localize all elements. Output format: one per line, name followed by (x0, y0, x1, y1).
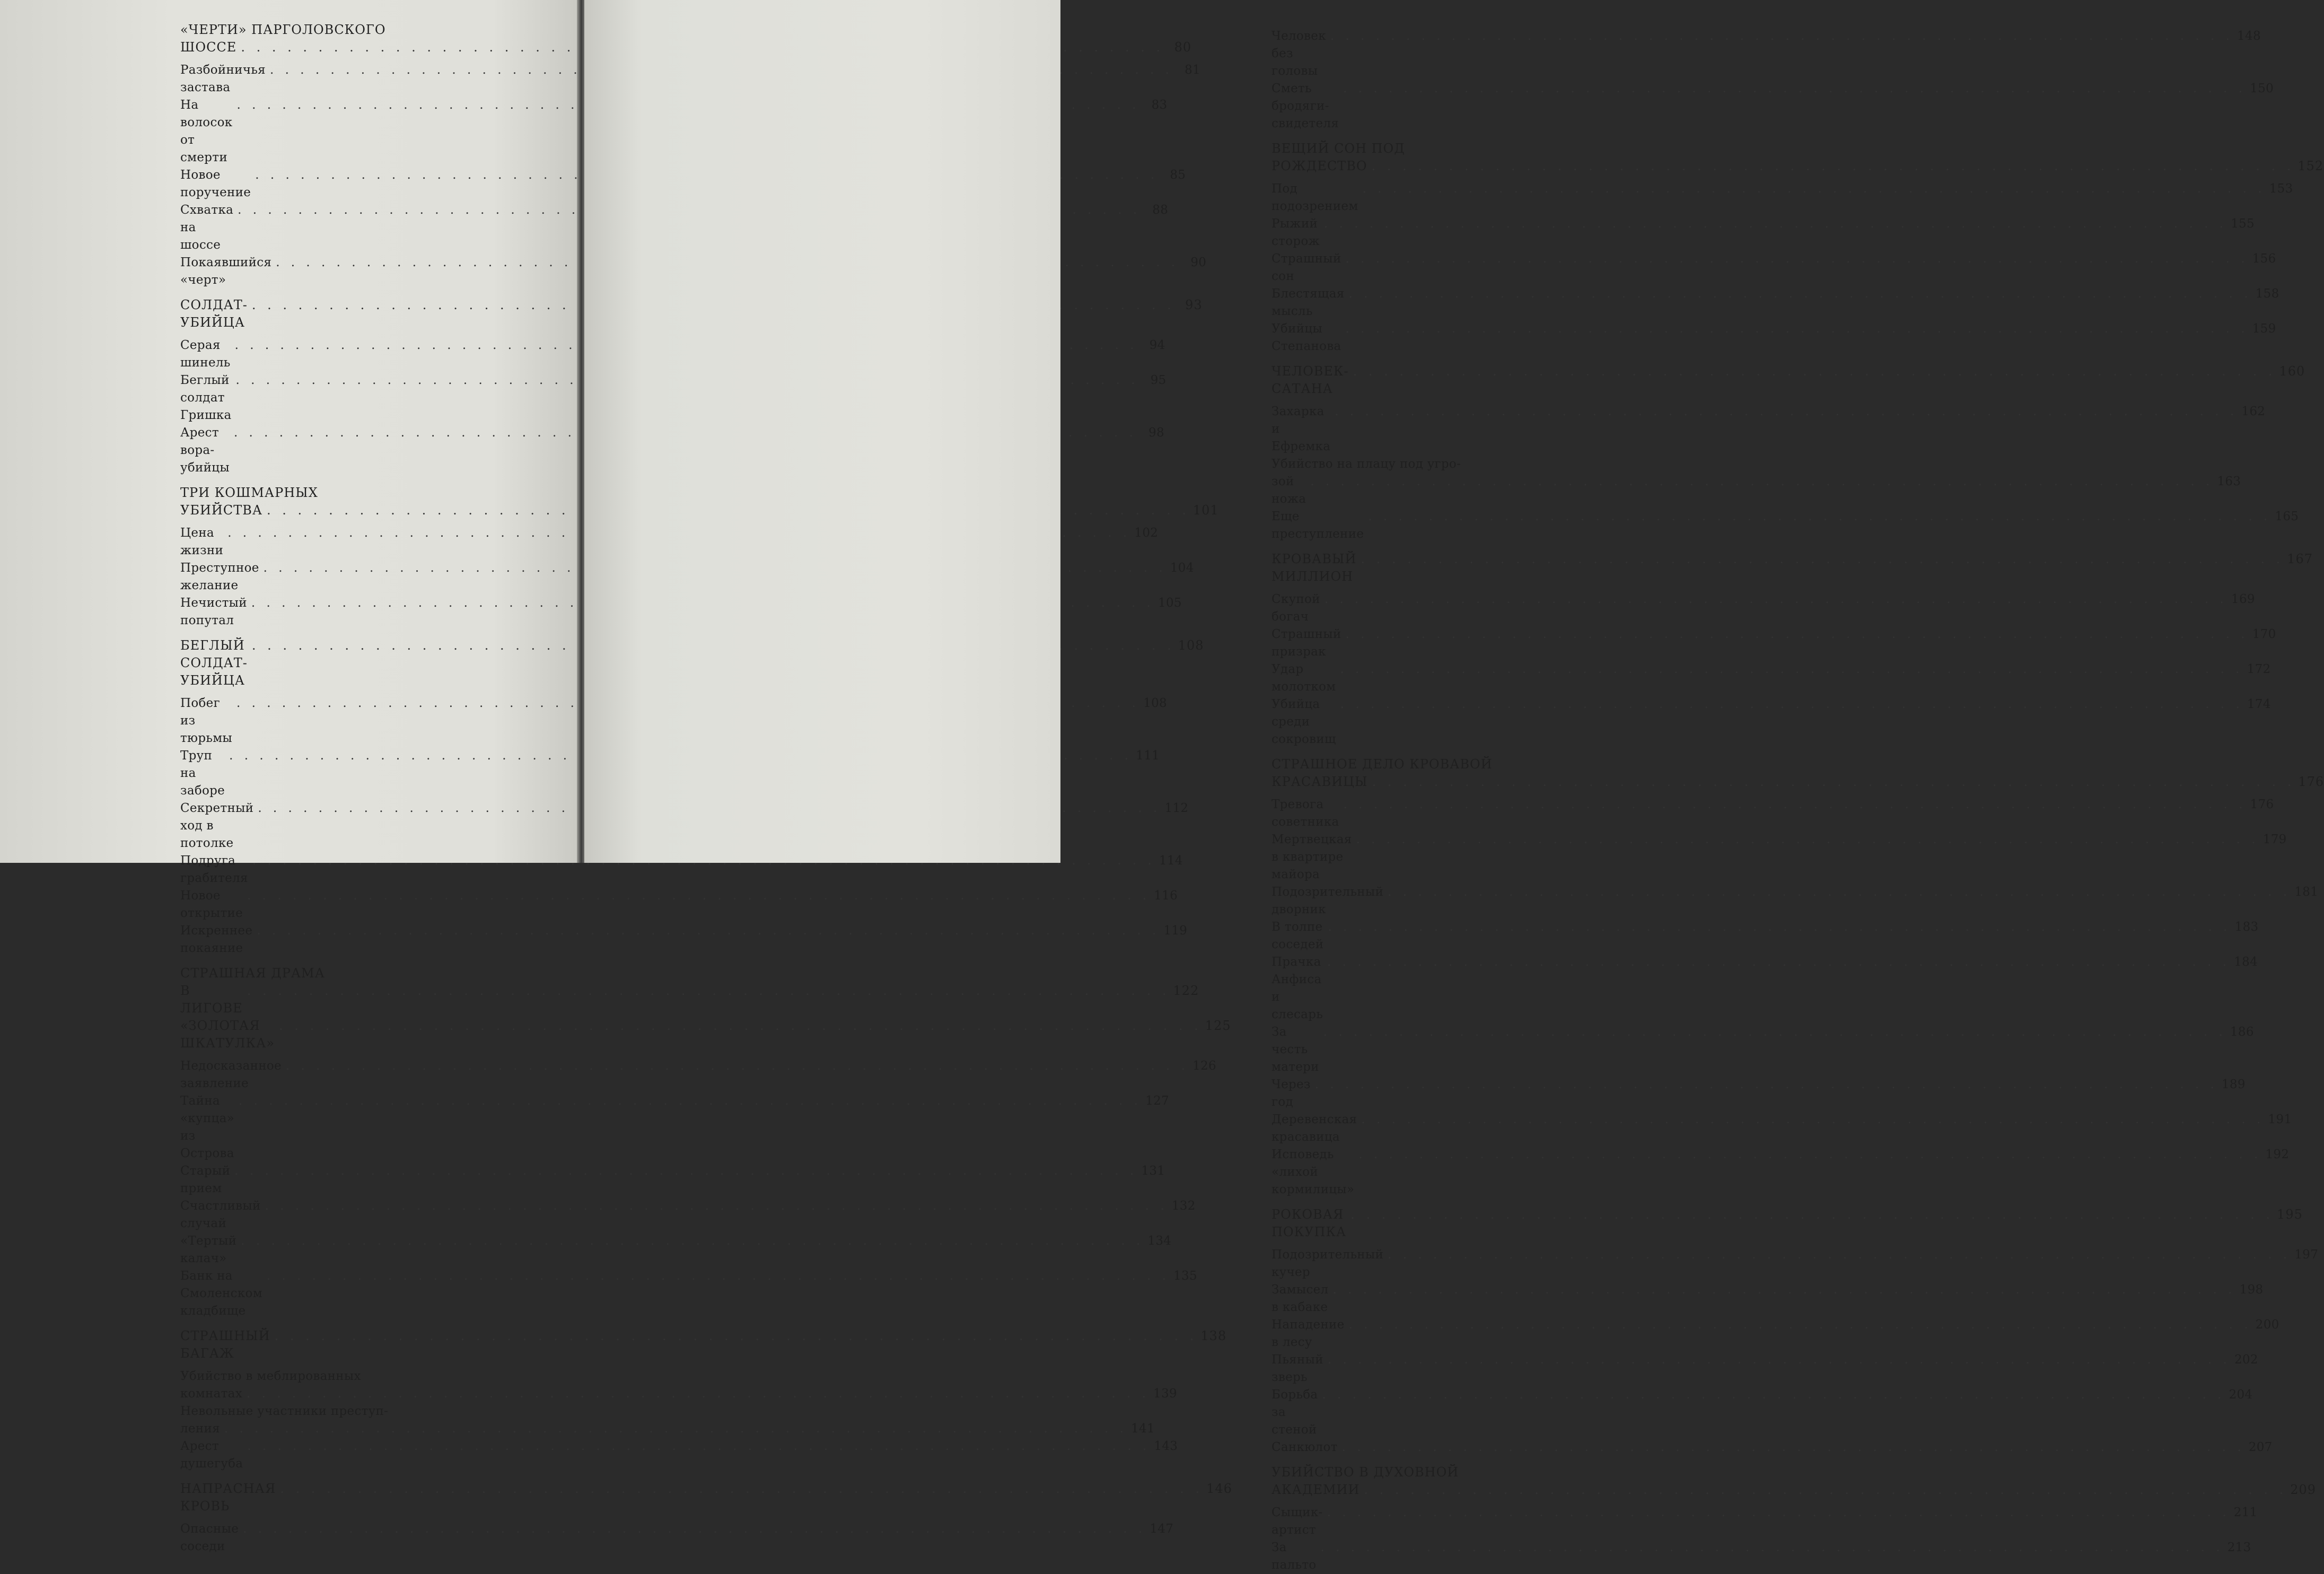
toc-page-number: 122 (1173, 983, 1199, 998)
toc-entry-title: Замысел в кабаке (1271, 1283, 1333, 1314)
dot-leader (1343, 796, 2246, 814)
toc-page-number: 134 (1147, 1234, 1172, 1248)
toc-page-number: 108 (1143, 696, 1167, 710)
toc-entry-title: Санкюлот (1271, 1440, 1338, 1454)
toc-entry-title: Новое открытие (180, 889, 243, 920)
toc-entry-title: В ЛИГОВЕ (180, 983, 243, 1016)
toc-page-number: 132 (1171, 1199, 1196, 1213)
toc-entry-title: Страшный призрак (1271, 627, 1346, 659)
dot-leader (275, 1327, 1198, 1345)
toc-entry-title: Арест душегуба (180, 1439, 243, 1471)
toc-entry-title: СТРАШНЫЙ БАГАЖ (180, 1328, 275, 1361)
toc-section (1271, 1281, 2264, 1316)
toc-page-number: 126 (1192, 1059, 1216, 1073)
toc-section (1271, 1024, 2254, 1076)
dot-leader (1328, 1351, 2231, 1369)
toc-chapter (180, 1327, 1227, 1362)
toc-section (1271, 456, 1537, 473)
toc-entry-title: «Тертый калач» (180, 1234, 241, 1265)
toc-section (1271, 954, 2258, 1024)
toc-entry-title: Подозрительный дворник (1271, 885, 1388, 916)
toc-section (1271, 919, 2259, 954)
toc-entry-title: Схватка на шоссе (180, 203, 238, 252)
dot-leader (286, 1057, 1189, 1075)
dot-leader (234, 1162, 1137, 1180)
toc-entry-title: На волосок от смерти (180, 98, 237, 164)
toc-page-number: 191 (2268, 1113, 2292, 1126)
toc-section (180, 747, 1160, 800)
toc-entry-title: Нечистый попутал (180, 596, 251, 627)
toc-entry-title: СТРАШНАЯ ДРАМА (180, 966, 325, 981)
dot-leader (1349, 1316, 2252, 1334)
toc-entry-title: За честь матери (1271, 1025, 1319, 1074)
toc-page-number: 195 (2277, 1207, 2303, 1222)
dot-leader (1346, 320, 2249, 338)
toc-section (1271, 661, 2271, 696)
toc-page-number: 83 (1151, 98, 1168, 112)
toc-entry-title: Убийство в меблированных (180, 1369, 361, 1383)
dot-leader (1364, 1481, 2287, 1499)
toc-section (1271, 1439, 2273, 1456)
toc-section (1271, 215, 2255, 250)
toc-entry-title: Банк на Смоленском кладбище (180, 1269, 267, 1318)
toc-chapter (1271, 550, 2313, 585)
toc-entry-title: Сыщик-артист (1271, 1506, 1323, 1537)
dot-leader (1323, 1024, 2226, 1041)
toc-page-number: 200 (2255, 1318, 2279, 1332)
toc-entry-title: Беглый солдат Гришка (180, 373, 234, 422)
dot-leader (247, 982, 1170, 1000)
toc-section (180, 1368, 445, 1385)
toc-page-number: 197 (2294, 1248, 2319, 1262)
toc-entry-title: Рыжий сторож (1271, 217, 1322, 248)
dot-leader (1349, 285, 2252, 303)
toc-entry-title: Мертвецкая в квартире майора (1271, 833, 1356, 881)
toc-entry-title: Покаявшийся «черт» (180, 256, 276, 287)
toc-page-number: 141 (1131, 1422, 1155, 1436)
dot-leader (1388, 1246, 2291, 1264)
toc-page-number: 101 (1192, 503, 1219, 518)
toc-page-number: 147 (1150, 1522, 1174, 1536)
toc-page-number: 139 (1153, 1387, 1177, 1401)
dot-leader (1332, 1281, 2235, 1299)
toc-page-number: 148 (2237, 29, 2261, 43)
toc-entry-title: Побег из тюрьмы (180, 696, 232, 745)
toc-section (1271, 1386, 2253, 1439)
toc-entry-title: УБИЙСТВО В ДУХОВНОЙ (1271, 1465, 1459, 1480)
toc-page-number: 169 (2231, 592, 2255, 606)
toc-entry-title: Прачка Анфиса и слесарь (1271, 955, 1326, 1021)
toc-page-number: 81 (1185, 63, 1200, 77)
toc-chapter (1271, 158, 2324, 175)
toc-page-number: 165 (2275, 510, 2299, 523)
toc-entry-title: ления (180, 1422, 220, 1436)
toc-section (180, 337, 1165, 372)
toc-section (1271, 80, 2274, 133)
toc-page-number: 119 (1163, 924, 1188, 938)
toc-entry-title: В толпе соседей (1271, 920, 1327, 951)
dot-leader (1327, 1504, 2230, 1521)
toc-chapter (1271, 756, 1537, 773)
toc-page-number: 159 (2252, 322, 2276, 336)
toc-entry-title: НАПРАСНАЯ КРОВЬ (180, 1481, 280, 1514)
toc-entry-title: Убийца среди сокровищ (1271, 697, 1336, 746)
dot-leader (279, 1017, 1202, 1035)
toc-section (180, 800, 1189, 852)
toc-section (180, 524, 1159, 559)
toc-entry-title: Под подозрением (1271, 182, 1358, 213)
dot-leader (247, 1438, 1150, 1455)
toc-section (180, 1267, 1197, 1320)
toc-section (180, 254, 1207, 289)
toc-page-number: 202 (2234, 1353, 2258, 1367)
toc-section (1271, 28, 2261, 80)
toc-entry-title: СТРАШНОЕ ДЕЛО КРОВАВОЙ (1271, 757, 1493, 772)
toc-chapter (180, 484, 445, 502)
toc-entry-title: Подозрительный кучер (1271, 1248, 1388, 1279)
toc-entry-title: «ЗОЛОТАЯ ШКАТУЛКА» (180, 1018, 275, 1051)
toc-entry-title: Искреннее покаяние (180, 924, 257, 955)
dot-leader (1372, 158, 2295, 175)
toc-page-number: 183 (2234, 920, 2259, 934)
toc-page-number: 127 (1145, 1094, 1169, 1108)
toc-entry-title: Подруга грабителя (180, 854, 248, 885)
toc-section (180, 1197, 1196, 1232)
toc-section (180, 1232, 1172, 1267)
toc-entry-title: Человек без головы (1271, 29, 1330, 78)
toc-page-number: 172 (2247, 662, 2271, 676)
toc-section (1271, 1146, 2290, 1199)
dot-leader (1363, 180, 2266, 198)
toc-entry-title: Опасные соседи (180, 1522, 243, 1553)
dot-leader (1346, 250, 2249, 268)
toc-page-number: 152 (2297, 159, 2324, 173)
toc-entry-title: Страшный сон (1271, 252, 1346, 283)
toc-section (1271, 626, 2276, 661)
toc-entry-title: Секретный ход в потолке (180, 801, 258, 850)
toc-page-number: 90 (1190, 256, 1207, 269)
toc-entry-title: УБИЙСТВА (180, 503, 263, 518)
dot-leader (1322, 1386, 2225, 1404)
dot-leader (247, 1385, 1150, 1403)
dot-leader (243, 1520, 1146, 1538)
toc-page-number: 153 (2269, 182, 2293, 196)
toc-entry-title: ШОССЕ (180, 40, 237, 55)
toc-page-number: 143 (1154, 1439, 1178, 1453)
toc-section (1271, 884, 2319, 919)
toc-right (1271, 28, 2324, 1574)
toc-chapter (180, 637, 1204, 689)
toc-page-number: 204 (2229, 1388, 2253, 1402)
dot-leader (1340, 696, 2243, 713)
toc-entry-title: Цена жизни (180, 526, 224, 557)
toc-section (1271, 1316, 2279, 1351)
toc-section (1271, 320, 2276, 355)
toc-chapter (1271, 1481, 2317, 1499)
toc-entry-title: АКАДЕМИИ (1271, 1482, 1360, 1497)
toc-section (180, 1057, 1216, 1092)
toc-entry-title: КРАСАВИЦЫ (1271, 774, 1368, 789)
toc-chapter (180, 965, 445, 982)
toc-entry-title: комнатах (180, 1387, 242, 1401)
dot-leader (1330, 28, 2233, 45)
toc-page-number: 105 (1158, 596, 1182, 610)
toc-entry-title: Борьба за стеной (1271, 1388, 1322, 1437)
toc-page-number: 184 (2234, 955, 2258, 969)
toc-chapter (180, 1017, 1231, 1052)
toc-entry-title: Труп на заборе (180, 749, 225, 798)
dot-leader (1368, 508, 2271, 526)
toc-entry-title: Счастливый случай (180, 1199, 265, 1230)
toc-chapter (180, 982, 1199, 1017)
dot-leader (1321, 1539, 2224, 1556)
toc-entry-title: Тревога советника (1271, 798, 1339, 829)
toc-entry-title: зой ножа (1271, 475, 1306, 506)
dot-leader (1328, 919, 2231, 936)
toc-section (1271, 1076, 2246, 1111)
dot-leader (1350, 1206, 2274, 1223)
toc-chapter (1271, 363, 2305, 398)
toc-page-number: 135 (1173, 1269, 1197, 1283)
toc-entry-title: Серая шинель (180, 338, 231, 370)
toc-page-number: 95 (1150, 373, 1167, 387)
toc-entry-title: СОЛДАТ-УБИЙЦА (180, 298, 248, 330)
toc-chapter (1271, 773, 2324, 791)
toc-entry-title: Новое поручение (180, 168, 251, 199)
toc-page-number: 104 (1170, 561, 1194, 575)
toc-page-number: 150 (2250, 82, 2274, 95)
toc-chapter (180, 39, 1192, 56)
toc-entry-title: Недосказанное заявление (180, 1059, 286, 1090)
dot-leader (1343, 80, 2246, 98)
toc-left (180, 21, 1232, 1555)
toc-section (180, 1092, 1169, 1162)
dot-leader (1361, 1111, 2264, 1129)
dot-leader (1353, 363, 2276, 380)
toc-entry-title: Еще преступление (1271, 510, 1364, 541)
toc-entry-title: РОКОВАЯ ПОКУПКА (1271, 1207, 1348, 1239)
toc-entry-title: За пальто (1271, 1541, 1317, 1572)
toc-entry-title: Деревенская красавица (1271, 1113, 1361, 1144)
toc-entry-title: Исповедь «лихой кормилицы» (1271, 1148, 1355, 1196)
toc-page-number: 198 (2239, 1283, 2264, 1297)
toc-chapter (180, 296, 1203, 331)
toc-page-number: 114 (1159, 854, 1183, 868)
dot-leader (1342, 1439, 2245, 1456)
toc-page-number: 125 (1205, 1018, 1231, 1033)
toc-entry-title: Скупой богач (1271, 592, 1325, 624)
toc-section (1271, 1351, 2258, 1386)
toc-entry-title: Старый прием (180, 1164, 234, 1195)
dot-leader (224, 1420, 1127, 1438)
toc-page-number: 213 (2227, 1541, 2251, 1554)
dot-leader (280, 1480, 1203, 1498)
dot-leader (239, 1092, 1142, 1110)
toc-chapter (180, 21, 445, 39)
toc-section (180, 1162, 1165, 1197)
toc-entry-title: Арест вора-убийцы (180, 426, 230, 475)
toc-section (1271, 831, 2287, 884)
toc-chapter (1271, 1464, 1537, 1481)
dot-leader (1388, 884, 2291, 901)
toc-section (1271, 1539, 2251, 1574)
toc-page-number: 116 (1154, 889, 1178, 903)
toc-page-number: 88 (1152, 203, 1169, 217)
toc-page-number: 207 (2248, 1440, 2273, 1454)
toc-page-number: 111 (1136, 749, 1160, 763)
toc-section (180, 372, 1167, 424)
toc-page-number: 160 (2279, 364, 2305, 379)
toc-page-number: 209 (2290, 1482, 2317, 1497)
dot-leader (1358, 1146, 2261, 1164)
toc-chapter (180, 1480, 1232, 1515)
dot-leader (1340, 661, 2243, 678)
toc-entry-title: «ЧЕРТИ» ПАРГОЛОВСКОГО (180, 22, 386, 37)
toc-entry-title: Удар молотком (1271, 662, 1336, 694)
toc-section (1271, 796, 2274, 831)
toc-entry-title: Тайна «купца» из Острова (180, 1094, 239, 1160)
dot-leader (247, 887, 1150, 905)
toc-page-number: 102 (1134, 526, 1159, 540)
toc-section (180, 852, 1183, 887)
dot-leader (241, 1232, 1144, 1250)
dot-leader (1324, 215, 2227, 233)
toc-entry-title: Разбойничья застава (180, 63, 270, 94)
toc-entry-title: РОЖДЕСТВО (1271, 159, 1367, 173)
dot-leader (1372, 773, 2295, 791)
toc-section (1271, 1111, 2292, 1146)
toc-page-number: 131 (1141, 1164, 1165, 1178)
toc-section (180, 1420, 1155, 1438)
toc-page-number: 108 (1178, 638, 1204, 653)
toc-chapter (180, 502, 1219, 519)
toc-entry-title: Блестящая мысль (1271, 287, 1349, 318)
dot-leader (265, 1197, 1168, 1215)
dot-leader (1361, 550, 2284, 568)
toc-page-number: 189 (2221, 1078, 2246, 1091)
toc-entry-title: ТРИ КОШМАРНЫХ (180, 485, 318, 500)
toc-section (180, 167, 1186, 202)
toc-entry-title: Убийцы Степанова (1271, 322, 1341, 353)
toc-entry-title: Невольные участники преступ- (180, 1404, 389, 1418)
dot-leader (1325, 591, 2227, 608)
toc-page-number: 211 (2233, 1506, 2258, 1519)
toc-page-number: 112 (1164, 801, 1189, 815)
toc-section (180, 887, 1178, 922)
dot-leader (1346, 626, 2249, 643)
toc-entry-title: БЕГЛЫЙ СОЛДАТ-УБИЙЦА (180, 638, 250, 688)
toc-entry-title: ЧЕЛОВЕК-САТАНА (1271, 364, 1349, 396)
toc-page-number: 186 (2230, 1025, 2254, 1039)
toc-page-number: 176 (2250, 798, 2274, 811)
toc-section (1271, 696, 2271, 748)
toc-page-number: 94 (1149, 338, 1165, 352)
toc-page-number: 155 (2231, 217, 2255, 231)
toc-chapter (1271, 140, 1537, 158)
toc-page-number: 93 (1185, 298, 1203, 312)
toc-section (1271, 250, 2276, 285)
toc-page-number: 162 (2241, 405, 2266, 418)
toc-entry-title: Через год (1271, 1078, 1315, 1109)
toc-section (180, 202, 1169, 254)
toc-section (1271, 285, 2279, 320)
toc-section (180, 1385, 1177, 1403)
toc-entry-title: Пьяный зверь (1271, 1353, 1328, 1384)
toc-page-number: 179 (2262, 833, 2287, 846)
toc-page-number: 156 (2252, 252, 2276, 266)
dot-leader (1315, 1076, 2218, 1094)
toc-section (1271, 1504, 2258, 1539)
toc-entry-title: ВЕЩИЙ СОН ПОД (1271, 141, 1405, 156)
toc-page-number: 176 (2298, 774, 2324, 789)
dot-leader (267, 1267, 1170, 1285)
toc-section (180, 62, 1200, 97)
toc-section (180, 594, 1182, 629)
toc-entry-title: Захарка и Ефремка (1271, 405, 1331, 453)
toc-entry-title: КРОВАВЫЙ МИЛЛИОН (1271, 552, 1362, 584)
toc-section (1271, 403, 2266, 456)
toc-page-number: 163 (2217, 475, 2241, 488)
toc-entry-title: Сметь бродяги-свидетеля (1271, 82, 1339, 130)
toc-section (1271, 473, 2241, 508)
toc-section (180, 695, 1167, 747)
toc-section (1271, 1246, 2319, 1281)
toc-entry-title: Убийство на плацу под угро- (1271, 457, 1461, 471)
dot-leader (1310, 473, 2213, 491)
toc-page-number: 138 (1200, 1328, 1227, 1343)
dot-leader (257, 922, 1160, 940)
toc-page-number: 98 (1148, 426, 1164, 440)
dot-leader (1327, 954, 2230, 971)
toc-page-number: 167 (2287, 552, 2313, 566)
toc-page-number: 158 (2255, 287, 2279, 301)
toc-section (180, 1438, 1178, 1473)
toc-section (1271, 180, 2293, 215)
dot-leader (1356, 831, 2259, 849)
dot-leader (1335, 403, 2238, 421)
toc-page-number: 85 (1170, 168, 1186, 182)
toc-entry-title: Нападение в лесу (1271, 1318, 1349, 1349)
toc-page-number: 181 (2294, 885, 2319, 899)
toc-page-number: 174 (2247, 697, 2271, 711)
toc-section (180, 922, 1188, 957)
toc-section (180, 97, 1168, 167)
toc-page-number: 192 (2265, 1148, 2290, 1161)
toc-section (180, 559, 1194, 594)
toc-section (180, 1403, 445, 1420)
toc-section (180, 1520, 1174, 1555)
toc-page-number: 170 (2252, 627, 2276, 641)
toc-chapter (1271, 1206, 2303, 1241)
toc-section (1271, 591, 2255, 626)
toc-entry-title: Преступное желание (180, 561, 264, 592)
toc-page-number: 146 (1206, 1481, 1232, 1496)
toc-page-number: 80 (1174, 40, 1192, 55)
toc-section (1271, 508, 2299, 543)
toc-section (180, 424, 1164, 477)
